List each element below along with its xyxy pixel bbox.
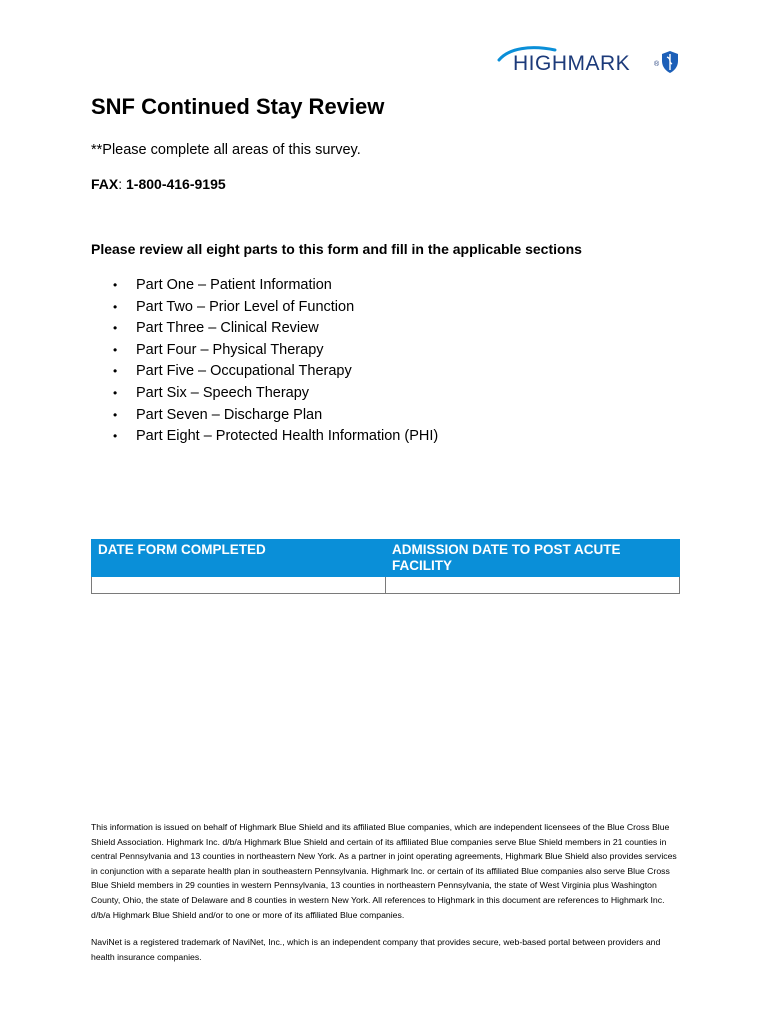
page-title: SNF Continued Stay Review <box>91 94 385 119</box>
fax-separator: : <box>118 176 127 192</box>
table-header-row <box>92 540 680 577</box>
list-item <box>91 405 438 427</box>
bullet: • <box>113 407 118 422</box>
fax-line <box>91 176 226 192</box>
part-label: Part Eight – Protected Health Information (PHI) <box>136 428 439 445</box>
list-item <box>91 340 438 362</box>
bullet: • <box>113 385 118 400</box>
part-label: Part Three – Clinical Review <box>136 320 319 337</box>
list-item <box>91 383 438 405</box>
bullet: • <box>113 299 118 314</box>
highmark-logo <box>497 44 683 78</box>
list-item <box>91 361 438 383</box>
list-item <box>91 275 438 297</box>
date-form-completed-field[interactable] <box>92 577 386 594</box>
part-label: Part Four – Physical Therapy <box>136 341 324 358</box>
date-form-completed-header: DATE FORM COMPLETED <box>92 540 386 577</box>
bullet: • <box>113 278 118 292</box>
part-label: Part One – Patient Information <box>136 277 332 293</box>
review-heading: Please review all eight parts to this form and fill in the applicable sections <box>91 241 582 257</box>
table-row <box>92 577 680 594</box>
bullet: • <box>113 321 118 336</box>
logo-wordmark: HIGHMARK <box>513 52 631 75</box>
blue-shield-icon <box>660 50 680 74</box>
list-item <box>91 297 438 319</box>
part-label: Part Six – Speech Therapy <box>136 384 310 401</box>
fax-label: FAX <box>91 176 119 192</box>
dates-table <box>91 539 680 594</box>
admission-date-header: ADMISSION DATE TO POST ACUTE FACILITY <box>386 540 680 577</box>
logo-trademark: ® <box>654 61 660 68</box>
bullet: • <box>113 342 118 357</box>
bullet: • <box>113 364 118 379</box>
bullet: • <box>113 429 118 444</box>
disclaimer-text: This information is issued on behalf of Highmark Blue Shield and its affiliated Blue companies, which are independent licensees of the Blue Cross Blue Shield Association. Highmark Inc. d/b/a Highmark Blue Shield and certain of its affiliated Blue companies serve Blue Shield members in 21 counties in central Pennsylvania and 13 counties in northeastern New York. As a partner in joint operating agreements, Highmark Blue Shield also provides services in conjunction with a separate health plan in southeastern Pennsylvania. Highmark Inc. or certain of its affiliated Blue companies also serve Blue Cross Blue Shield members in 29 counties in western Pennsylvania, 13 counties in northeastern Pennsylvania, the state of West Virginia plus Washington County, Ohio, the state of Delaware and 8 counties in western New York. All references to Highmark in this document are references to Highmark Inc. d/b/a Highmark Blue Shield and/or to one or more of its affiliated Blue companies. <box>91 822 677 920</box>
part-label: Part Two – Prior Level of Function <box>136 298 355 315</box>
list-item <box>91 318 438 340</box>
parts-list <box>91 275 438 448</box>
admission-date-field[interactable] <box>386 577 680 594</box>
part-label: Part Seven – Discharge Plan <box>136 406 323 423</box>
part-label: Part Five – Occupational Therapy <box>136 363 352 380</box>
list-item <box>91 426 438 448</box>
instruction-note: **Please complete all areas of this survey. <box>91 142 361 158</box>
fax-number: 1-800-416-9195 <box>126 176 226 192</box>
navinet-trademark-text: NaviNet is a registered trademark of NaviNet, Inc., which is an independent company that provides secure, web-based portal between providers and health insurance companies. <box>91 937 661 962</box>
